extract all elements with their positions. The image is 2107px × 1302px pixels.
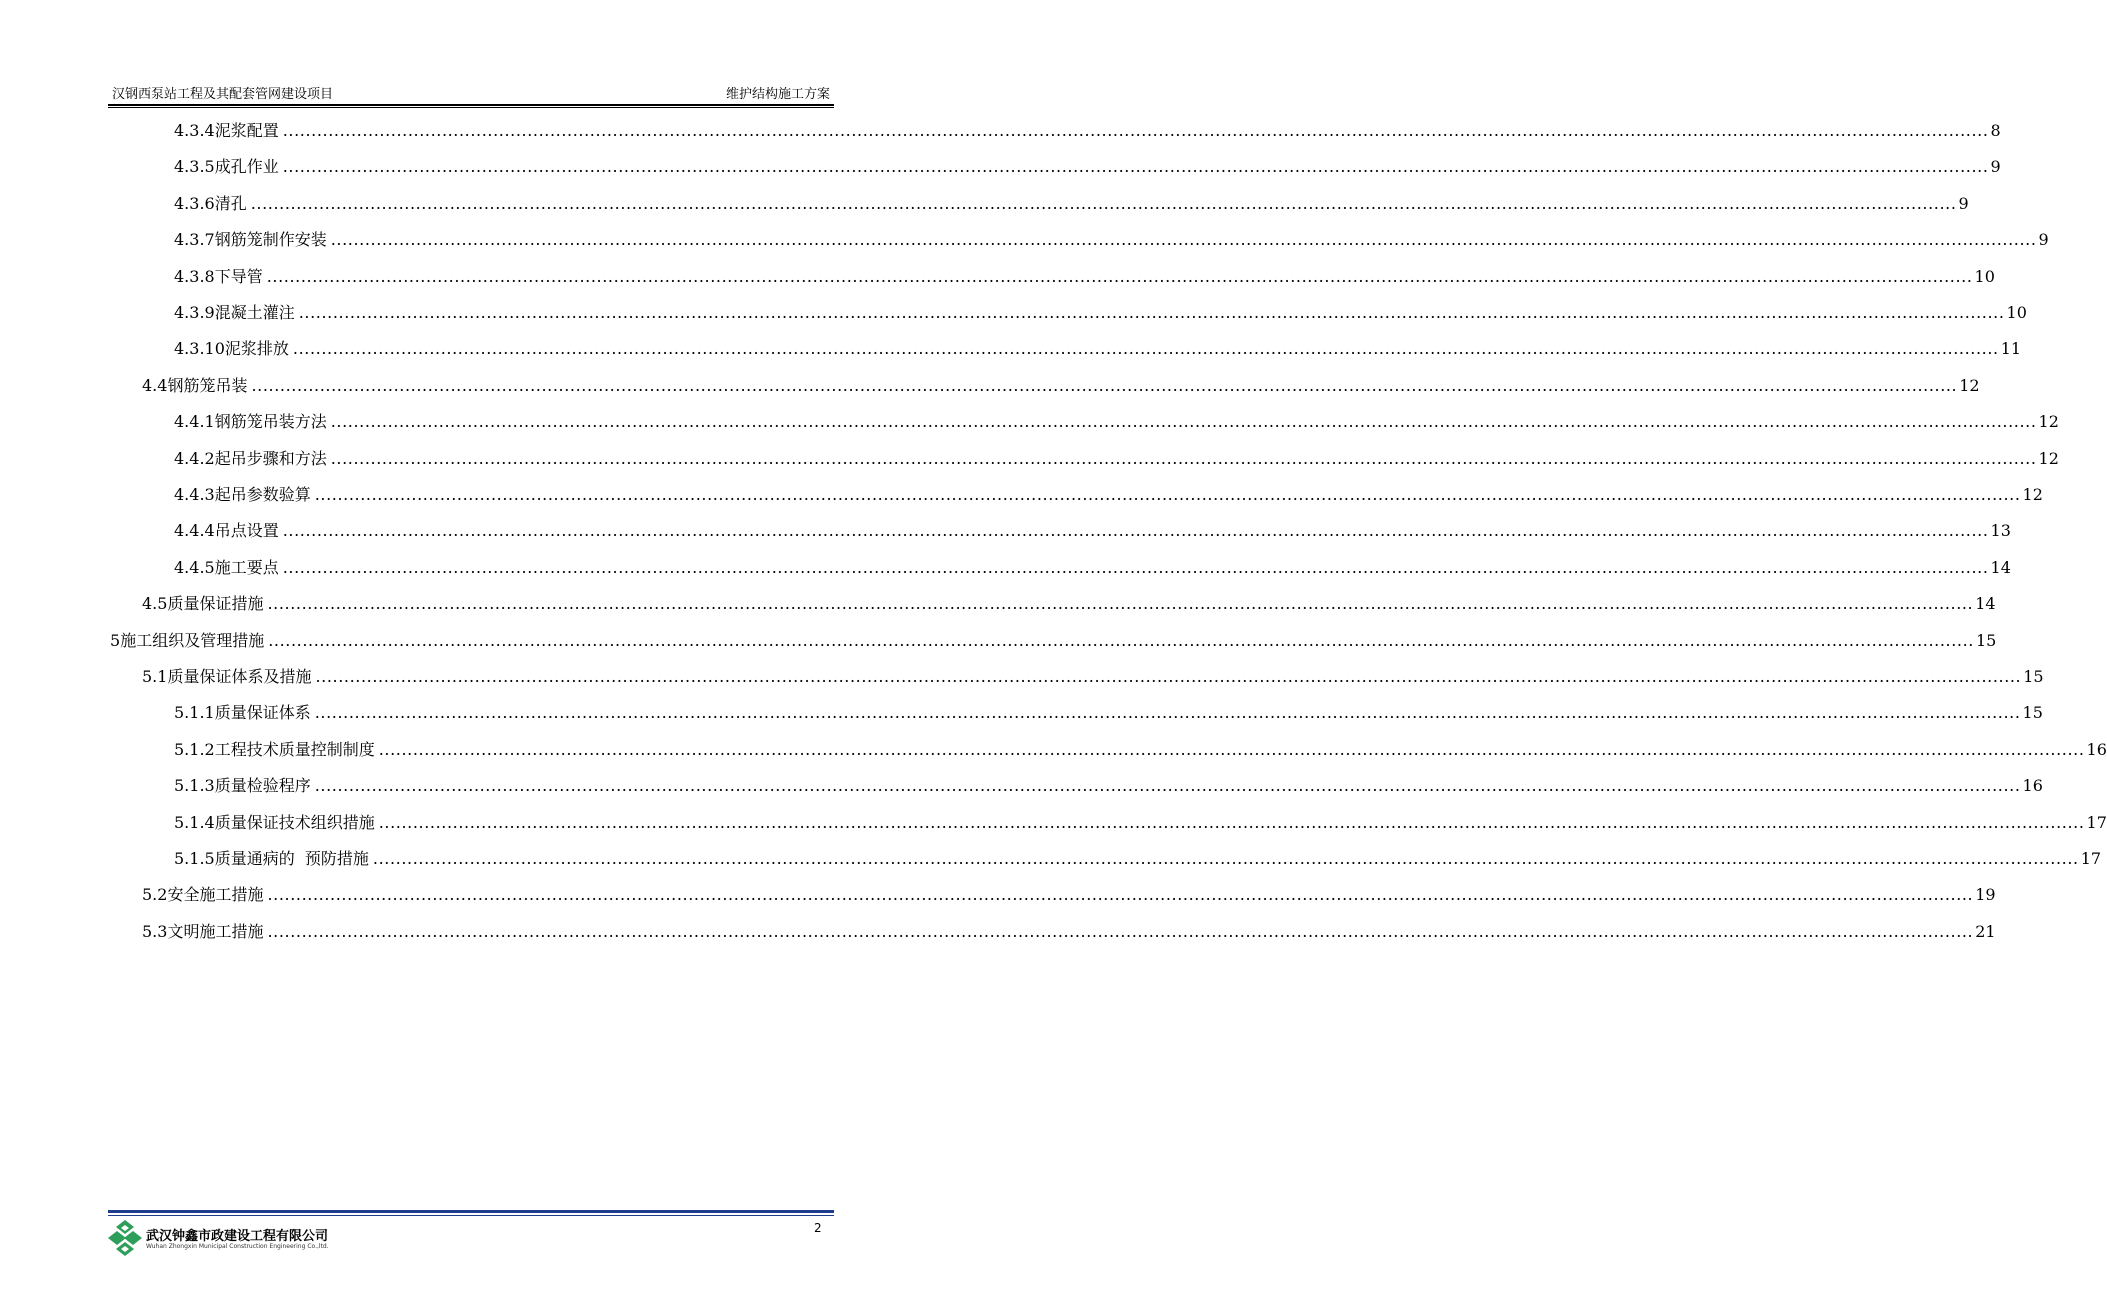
toc-entry-page: 14 bbox=[1990, 557, 2011, 577]
toc-entry-leader: ............................................................................................................................................................................................................................................................................................................ bbox=[372, 849, 2079, 868]
toc-entry-number: 4.4.2 bbox=[174, 448, 215, 468]
toc-entry-page: 9 bbox=[1958, 193, 1969, 213]
toc-entry[interactable] bbox=[174, 518, 2011, 544]
toc-entry-title: 质量保证体系及措施 bbox=[167, 667, 312, 686]
footer-rule bbox=[108, 1210, 834, 1213]
toc-entry-number: 4.3.4 bbox=[174, 121, 215, 140]
toc-entry-number: 4.4.4 bbox=[174, 521, 215, 541]
toc-entry-leader: ............................................................................................................................................................................................................................................................................................................ bbox=[330, 448, 2037, 468]
toc-entry-page: 16 bbox=[2022, 776, 2043, 796]
toc-entry-number: 5.1.5 bbox=[174, 849, 215, 868]
toc-entry-title: 质量通病的 预防措施 bbox=[214, 849, 369, 868]
toc-entry-number: 4.3.5 bbox=[174, 157, 215, 177]
header-project-title: 汉钢西泵站工程及其配套管网建设项目 bbox=[112, 87, 334, 102]
toc-entry-number: 5.3 bbox=[142, 921, 168, 941]
company-name-en: Wuhan Zhongxin Municipal Construction Engineering Co.,ltd. bbox=[146, 1243, 329, 1250]
toc-entry-page: 15 bbox=[2022, 703, 2043, 723]
toc-entry[interactable] bbox=[174, 773, 2043, 799]
toc-entry[interactable] bbox=[174, 446, 2059, 472]
toc-entry-title: 钢筋笼吊装 bbox=[167, 375, 248, 395]
toc-entry-title: 成孔作业 bbox=[214, 157, 279, 177]
toc-entry-title: 安全施工措施 bbox=[167, 885, 264, 905]
toc-entry-title: 质量保证体系 bbox=[214, 703, 311, 723]
toc-entry-number: 5.1.2 bbox=[174, 739, 215, 759]
toc-entry-leader: ............................................................................................................................................................................................................................................................................................................ bbox=[282, 557, 1989, 577]
toc-entry-number: 4.5 bbox=[142, 594, 168, 614]
toc-entry[interactable] bbox=[174, 264, 1995, 290]
header-rule-thin bbox=[108, 107, 834, 108]
toc-entry-title: 钢筋笼吊装方法 bbox=[214, 412, 327, 432]
toc-entry-number: 5.1.1 bbox=[174, 703, 215, 723]
toc-entry-number: 4.3.8 bbox=[174, 266, 215, 286]
toc-entry-title: 质量保证技术组织措施 bbox=[214, 812, 375, 832]
toc-entry-page: 12 bbox=[2038, 412, 2059, 432]
toc-entry-title: 吊点设置 bbox=[214, 521, 279, 541]
toc-entry-number: 4.4.3 bbox=[174, 485, 215, 504]
toc-entry-leader: ............................................................................................................................................................................................................................................................................................................ bbox=[282, 121, 1989, 140]
toc-entry[interactable] bbox=[110, 628, 1997, 654]
toc-entry-title: 钢筋笼制作安装 bbox=[214, 230, 327, 250]
toc-entry-page: 15 bbox=[2023, 667, 2044, 686]
toc-entry[interactable] bbox=[174, 336, 2022, 362]
toc-entry-page: 16 bbox=[2086, 739, 2107, 759]
toc-entry[interactable] bbox=[174, 154, 2001, 180]
toc-entry-page: 14 bbox=[1975, 594, 1996, 614]
toc-entry-leader: ............................................................................................................................................................................................................................................................................................................ bbox=[267, 885, 1974, 905]
toc-entry-leader: ............................................................................................................................................................................................................................................................................................................ bbox=[267, 594, 1974, 614]
toc-entry-page: 11 bbox=[2000, 339, 2022, 359]
toc-entry-page: 12 bbox=[2038, 448, 2059, 468]
toc-entry[interactable] bbox=[174, 810, 2107, 836]
toc-entry-number: 4.3.10 bbox=[174, 339, 225, 359]
toc-entry-title: 泥浆排放 bbox=[224, 339, 289, 359]
toc-entry[interactable] bbox=[174, 482, 2043, 508]
toc-entry-leader: ............................................................................................................................................................................................................................................................................................................ bbox=[314, 776, 2021, 796]
toc-entry-leader: ............................................................................................................................................................................................................................................................................................................ bbox=[292, 339, 1999, 359]
toc-entry[interactable] bbox=[174, 118, 2001, 144]
company-logo-icon bbox=[108, 1218, 142, 1258]
toc-entry-title: 泥浆配置 bbox=[214, 121, 279, 140]
toc-entry-title: 下导管 bbox=[214, 266, 263, 286]
toc-entry-leader: ............................................................................................................................................................................................................................................................................................................ bbox=[298, 303, 2005, 322]
toc-entry[interactable] bbox=[174, 300, 2027, 326]
toc-entry-leader: ............................................................................................................................................................................................................................................................................................................ bbox=[282, 157, 1989, 177]
toc-entry-page: 9 bbox=[2038, 230, 2049, 250]
toc-entry-number: 4.4.5 bbox=[174, 557, 215, 577]
toc-entry-number: 4.3.7 bbox=[174, 230, 215, 250]
toc-entry-number: 5.2 bbox=[142, 885, 168, 905]
toc-entry-number: 5 bbox=[110, 630, 121, 650]
toc-entry-leader: ............................................................................................................................................................................................................................................................................................................ bbox=[315, 667, 2022, 686]
toc-entry[interactable] bbox=[142, 591, 1996, 617]
toc-entry[interactable] bbox=[142, 919, 1996, 945]
toc-entry-title: 混凝土灌注 bbox=[214, 303, 295, 322]
toc-entry-title: 质量保证措施 bbox=[167, 594, 264, 614]
toc-entry-page: 12 bbox=[1959, 375, 1980, 395]
company-name-cn: 武汉钟鑫市政建设工程有限公司 bbox=[146, 1229, 329, 1244]
toc-entry-title: 文明施工措施 bbox=[167, 921, 264, 941]
toc-entry-page: 17 bbox=[2086, 812, 2107, 832]
toc-entry-title: 清孔 bbox=[214, 193, 247, 213]
toc-entry-page: 12 bbox=[2022, 485, 2043, 504]
toc-entry-number: 4.3.6 bbox=[174, 193, 215, 213]
toc-entry-leader: ............................................................................................................................................................................................................................................................................................................ bbox=[251, 375, 1958, 395]
toc-entry-leader: ............................................................................................................................................................................................................................................................................................................ bbox=[330, 230, 2037, 250]
toc-entry-number: 4.4 bbox=[142, 375, 168, 395]
toc-entry-leader: ............................................................................................................................................................................................................................................................................................................ bbox=[266, 266, 1973, 286]
toc-entry-leader: ............................................................................................................................................................................................................................................................................................................ bbox=[268, 630, 1974, 650]
footer-rule-thin bbox=[108, 1215, 834, 1216]
toc-entry[interactable] bbox=[174, 846, 2102, 872]
header-rule bbox=[108, 104, 834, 106]
toc-entry-leader: ............................................................................................................................................................................................................................................................................................................ bbox=[267, 921, 1974, 941]
toc-entry-leader: ............................................................................................................................................................................................................................................................................................................ bbox=[378, 739, 2085, 759]
toc-entry-number: 4.4.1 bbox=[174, 412, 215, 432]
toc-entry-page: 21 bbox=[1975, 921, 1996, 941]
toc-entry[interactable] bbox=[174, 191, 1969, 217]
toc-entry-leader: ............................................................................................................................................................................................................................................................................................................ bbox=[314, 485, 2021, 504]
toc-entry-number: 5.1.4 bbox=[174, 812, 215, 832]
toc-entry-title: 质量检验程序 bbox=[214, 776, 311, 796]
header-document-title: 维护结构施工方案 bbox=[725, 87, 830, 102]
toc-entry[interactable] bbox=[174, 700, 2043, 726]
toc-entry-title: 施工组织及管理措施 bbox=[120, 630, 265, 650]
toc-entry-page: 8 bbox=[1990, 121, 2001, 140]
toc-entry-title: 起吊参数验算 bbox=[214, 485, 311, 504]
toc-entry-leader: ............................................................................................................................................................................................................................................................................................................ bbox=[314, 703, 2021, 723]
toc-entry[interactable] bbox=[174, 227, 2049, 253]
toc-entry-title: 工程技术质量控制制度 bbox=[214, 739, 375, 759]
toc-entry[interactable] bbox=[142, 882, 1996, 908]
page-number: 2 bbox=[814, 1221, 822, 1235]
toc-entry-leader: ............................................................................................................................................................................................................................................................................................................ bbox=[378, 812, 2085, 832]
toc-entry-number: 4.3.9 bbox=[174, 303, 215, 322]
toc-entry-leader: ............................................................................................................................................................................................................................................................................................................ bbox=[282, 521, 1989, 541]
toc-entry-number: 5.1 bbox=[142, 667, 168, 686]
toc-entry[interactable] bbox=[142, 373, 1980, 399]
toc-entry-page: 10 bbox=[1974, 266, 1995, 286]
page-header bbox=[108, 80, 834, 104]
toc-entry-page: 15 bbox=[1975, 630, 1997, 650]
toc-entry-number: 5.1.3 bbox=[174, 776, 215, 796]
toc-entry-title: 起吊步骤和方法 bbox=[214, 448, 327, 468]
toc-entry[interactable] bbox=[174, 409, 2059, 435]
toc-entry[interactable] bbox=[174, 555, 2011, 581]
toc-entry[interactable] bbox=[174, 737, 2107, 763]
toc-entry[interactable] bbox=[142, 664, 2044, 690]
toc-entry-page: 19 bbox=[1975, 885, 1996, 905]
toc-entry-leader: ............................................................................................................................................................................................................................................................................................................ bbox=[250, 193, 1957, 213]
toc-entry-title: 施工要点 bbox=[214, 557, 279, 577]
toc-entry-page: 10 bbox=[2006, 303, 2027, 322]
toc-entry-page: 13 bbox=[1990, 521, 2011, 541]
toc-entry-leader: ............................................................................................................................................................................................................................................................................................................ bbox=[330, 412, 2037, 432]
toc-entry-page: 17 bbox=[2080, 849, 2102, 868]
toc-entry-page: 9 bbox=[1990, 157, 2001, 177]
